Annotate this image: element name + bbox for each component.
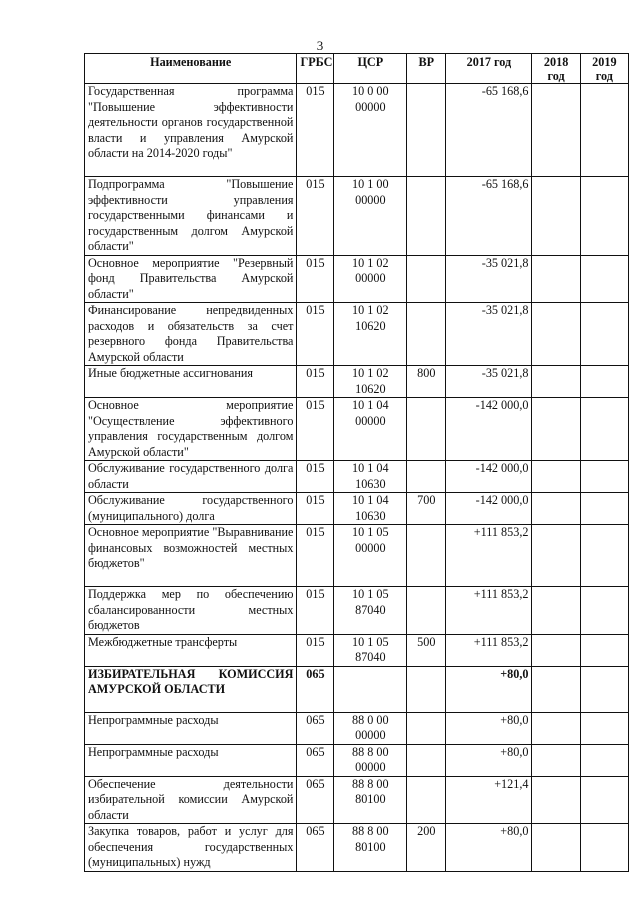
table-row (85, 744, 629, 776)
row-csr-part2: 10620 (355, 318, 386, 333)
row-name: Основное мероприятие "Резервный фонд Правительства Амурской области" (85, 255, 297, 303)
row-amount-2018 (532, 177, 580, 256)
row-csr-part1: 10 0 00 (352, 84, 389, 98)
row-name: Непрограммные расходы (85, 712, 297, 744)
row-csr-part2: 80100 (355, 792, 386, 806)
table-row (85, 525, 629, 587)
row-amount-2019 (580, 303, 628, 366)
row-grbs: 015 (297, 587, 334, 635)
row-grbs: 015 (297, 525, 334, 587)
row-amount-2018 (532, 712, 580, 744)
row-amount-2019 (580, 84, 628, 177)
table-row (85, 666, 629, 712)
row-amount-2017: -35 021,8 (446, 366, 532, 398)
row-csr-part2: 00000 (355, 99, 386, 114)
table-row (85, 824, 629, 872)
row-amount-2018 (532, 366, 580, 398)
row-amount-2018 (532, 587, 580, 635)
row-amount-2019 (580, 587, 628, 635)
table-row (85, 398, 629, 461)
row-amount-2017: -65 168,6 (446, 177, 532, 256)
row-amount-2018 (532, 84, 580, 177)
row-csr-part2: 00000 (355, 540, 386, 555)
row-name: ИЗБИРАТЕЛЬНАЯ КОМИССИЯ АМУРСКОЙ ОБЛАСТИ (85, 666, 297, 712)
row-vr: 700 (407, 493, 446, 525)
row-csr-part1: 10 1 02 (352, 303, 389, 317)
row-vr (407, 255, 446, 303)
row-amount-2018 (532, 744, 580, 776)
row-name: Основное мероприятие "Осуществление эффективного управления государственным долгом Амурской области" (85, 398, 297, 461)
row-csr (334, 824, 407, 872)
column-header-grbs: ГРБС (297, 54, 334, 84)
row-csr (334, 776, 407, 824)
row-vr (407, 525, 446, 587)
row-vr (407, 776, 446, 824)
column-header-2019: 2019 год (580, 54, 628, 84)
row-grbs: 065 (297, 824, 334, 872)
table-row (85, 366, 629, 398)
row-csr (334, 525, 407, 587)
row-name: Иные бюджетные ассигнования (85, 366, 297, 398)
row-amount-2019 (580, 398, 628, 461)
table-row (85, 776, 629, 824)
row-amount-2018 (532, 666, 580, 712)
row-csr-part2: 00000 (355, 192, 386, 207)
row-amount-2019 (580, 177, 628, 256)
row-csr (334, 303, 407, 366)
row-amount-2019 (580, 493, 628, 525)
row-grbs: 015 (297, 177, 334, 256)
row-amount-2017: +80,0 (446, 824, 532, 872)
row-vr (407, 84, 446, 177)
row-grbs: 015 (297, 493, 334, 525)
row-csr (334, 366, 407, 398)
row-vr: 500 (407, 634, 446, 666)
row-name: Закупка товаров, работ и услуг для обеспечения государственных (муниципальных) нужд (85, 824, 297, 872)
row-csr-part1: 88 8 00 (352, 824, 389, 838)
row-vr (407, 666, 446, 712)
row-name: Обслуживание государственного (муниципального) долга (85, 493, 297, 525)
row-name: Финансирование непредвиденных расходов и обязательств за счет резервного фонда Правительства Амурской области (85, 303, 297, 366)
column-header-2018: 2018 год (532, 54, 580, 84)
row-csr-part1: 88 0 00 (352, 712, 389, 727)
row-grbs: 015 (297, 84, 334, 177)
row-amount-2017: +111 853,2 (446, 587, 532, 635)
column-header-name: Наименование (85, 54, 297, 84)
row-csr-part1: 10 1 02 (352, 366, 389, 380)
table-row (85, 634, 629, 666)
table-row (85, 177, 629, 256)
row-name: Межбюджетные трансферты (85, 634, 297, 666)
row-csr-part2: 00000 (355, 271, 386, 285)
row-amount-2018 (532, 398, 580, 461)
row-name: Основное мероприятие "Выравнивание финансовых возможностей местных бюджетов" (85, 525, 297, 587)
row-csr (334, 744, 407, 776)
row-csr (334, 712, 407, 744)
row-grbs: 065 (297, 776, 334, 824)
row-amount-2017: +121,4 (446, 776, 532, 824)
row-csr-part2: 87040 (355, 602, 386, 617)
row-vr (407, 587, 446, 635)
row-amount-2019 (580, 824, 628, 872)
row-grbs: 015 (297, 366, 334, 398)
row-name: Подпрограмма "Повышение эффективности управления государственными финансами и государственным долгом Амурской области" (85, 177, 297, 256)
row-csr-part2: 10620 (355, 381, 386, 396)
row-amount-2017: -35 021,8 (446, 303, 532, 366)
row-grbs: 065 (297, 712, 334, 744)
row-name: Государственная программа "Повышение эффективности деятельности органов государственной власти и управления Амурской области на 2014-2020 годы" (85, 84, 297, 177)
row-amount-2019 (580, 461, 628, 493)
row-amount-2017: +80,0 (446, 744, 532, 776)
table-row (85, 712, 629, 744)
row-csr (334, 587, 407, 635)
row-amount-2018 (532, 824, 580, 872)
row-amount-2017: -142 000,0 (446, 398, 532, 461)
row-grbs: 065 (297, 666, 334, 712)
row-csr-part1: 10 1 04 (352, 461, 389, 475)
row-amount-2019 (580, 525, 628, 587)
row-amount-2017: -142 000,0 (446, 461, 532, 493)
row-csr (334, 255, 407, 303)
row-csr-part2: 00000 (355, 413, 386, 428)
row-csr-part1: 10 1 00 (352, 177, 389, 191)
row-amount-2017: +80,0 (446, 666, 532, 712)
row-amount-2017: +111 853,2 (446, 525, 532, 587)
row-csr-part2: 10630 (355, 476, 386, 491)
row-csr-part1: 88 8 00 (352, 776, 389, 791)
column-header-2017: 2017 год (446, 54, 532, 84)
row-name: Непрограммные расходы (85, 744, 297, 776)
row-amount-2017: +80,0 (446, 712, 532, 744)
row-csr (334, 84, 407, 177)
row-amount-2018 (532, 255, 580, 303)
row-grbs: 015 (297, 461, 334, 493)
row-amount-2018 (532, 525, 580, 587)
row-amount-2018 (532, 461, 580, 493)
row-amount-2017: -65 168,6 (446, 84, 532, 177)
table-row (85, 255, 629, 303)
row-amount-2018 (532, 303, 580, 366)
row-grbs: 015 (297, 255, 334, 303)
page-number: 3 (316, 38, 324, 53)
row-vr (407, 461, 446, 493)
row-grbs: 015 (297, 303, 334, 366)
row-amount-2017: -142 000,0 (446, 493, 532, 525)
row-vr (407, 744, 446, 776)
table-row (85, 493, 629, 525)
column-header-csr: ЦСР (334, 54, 407, 84)
row-csr-part1: 10 1 04 (352, 398, 389, 412)
column-header-vr: ВР (407, 54, 446, 84)
row-amount-2017: -35 021,8 (446, 255, 532, 303)
row-vr (407, 712, 446, 744)
row-name: Обслуживание государственного долга области (85, 461, 297, 493)
row-amount-2019 (580, 712, 628, 744)
table-row (85, 84, 629, 177)
row-vr: 800 (407, 366, 446, 398)
row-csr-part1: 10 1 04 (352, 493, 389, 507)
row-csr-part2: 80100 (355, 839, 386, 854)
row-amount-2019 (580, 634, 628, 666)
row-amount-2019 (580, 776, 628, 824)
table-row (85, 461, 629, 493)
row-amount-2019 (580, 666, 628, 712)
row-csr-part1: 10 1 02 (352, 255, 389, 270)
row-vr (407, 303, 446, 366)
row-csr (334, 666, 407, 712)
row-vr (407, 177, 446, 256)
row-csr (334, 634, 407, 666)
table-row (85, 587, 629, 635)
row-amount-2018 (532, 493, 580, 525)
row-csr-part1: 10 1 05 (352, 634, 389, 649)
row-csr-part1: 10 1 05 (352, 587, 389, 601)
row-name: Поддержка мер по обеспечению сбалансированности местных бюджетов (85, 587, 297, 635)
row-csr (334, 177, 407, 256)
row-grbs: 015 (297, 634, 334, 666)
row-csr (334, 461, 407, 493)
row-csr (334, 493, 407, 525)
row-csr-part2: 10630 (355, 508, 386, 523)
row-csr (334, 398, 407, 461)
row-amount-2018 (532, 776, 580, 824)
row-csr-part2: 00000 (355, 760, 386, 774)
table-row (85, 303, 629, 366)
row-vr (407, 398, 446, 461)
row-grbs: 015 (297, 398, 334, 461)
row-csr-part2: 00000 (355, 728, 386, 742)
row-name: Обеспечение деятельности избирательной комиссии Амурской области (85, 776, 297, 824)
budget-table (84, 53, 629, 872)
row-grbs: 065 (297, 744, 334, 776)
row-csr-part2: 87040 (355, 650, 386, 664)
row-csr-part1: 10 1 05 (352, 525, 389, 539)
row-vr: 200 (407, 824, 446, 872)
row-amount-2019 (580, 366, 628, 398)
row-amount-2017: +111 853,2 (446, 634, 532, 666)
row-amount-2019 (580, 255, 628, 303)
row-csr-part1: 88 8 00 (352, 744, 389, 759)
table-header-row (85, 54, 629, 84)
row-amount-2019 (580, 744, 628, 776)
row-amount-2018 (532, 634, 580, 666)
